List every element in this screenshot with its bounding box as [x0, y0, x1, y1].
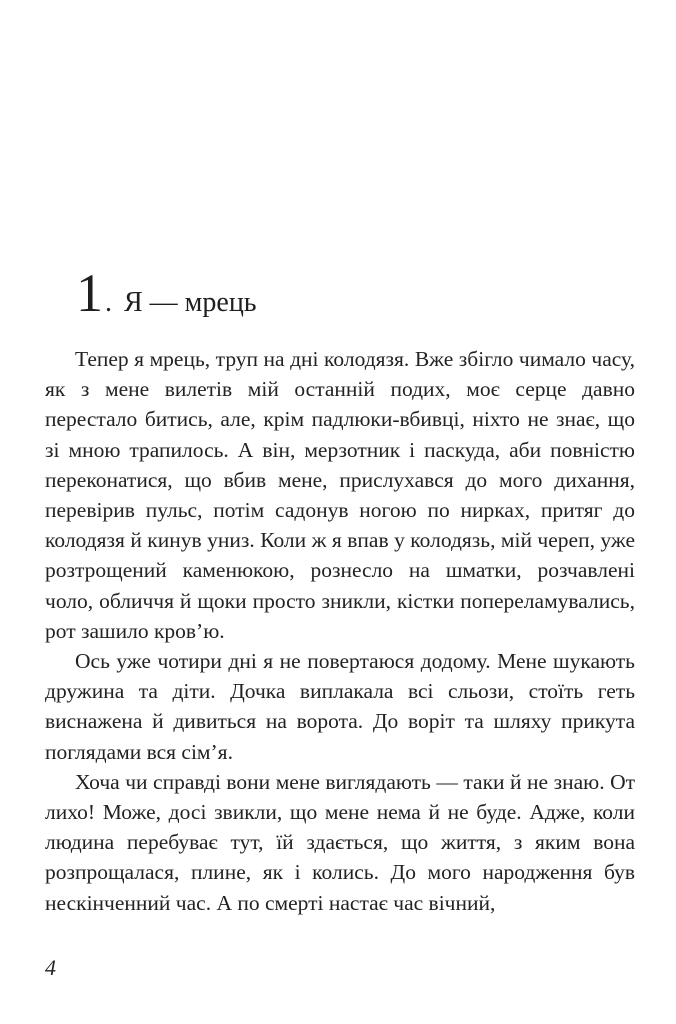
chapter-number: 1 [76, 263, 103, 323]
chapter-heading [76, 263, 257, 323]
paragraph-3: Хоча чи справді вони мене виглядають — таки й не знаю. От лихо! Може, досі звикли, що мене нема й не буде. Адже, коли людина перебуває тут, їй здається, що життя, з яким вона розпрощалася, плине, як і колись. До мого народження був нескінченний час. А по смерті настає час вічний, [45, 769, 635, 915]
chapter-body [45, 344, 635, 918]
paragraph-1: Тепер я мрець, труп на дні колодязя. Вже збігло чимало часу, як з мене вилетів мій останній подих, моє серце давно перестало битись, але, крім падлюки-вбивці, ніхто не знає, що зі мною трапилось. А він, мерзотник і паскуда, аби повністю переконатися, що вбив мене, прислухався до мого дихання, перевірив пульс, потім садонув ногою по нирках, притяг до колодязя й кинув униз. Коли ж я впав у колодязь, мій череп, уже розтрощений каменюкою, рознесло на шматки, розчавлені чоло, обличчя й щоки просто зникли, кістки попереламувались, рот зашило кров’ю. [45, 347, 635, 643]
page-number: 4 [45, 955, 56, 980]
chapter-number-dot: . [105, 287, 112, 318]
chapter-title: Я — мрець [124, 287, 257, 318]
paragraph-2: Ось уже чотири дні я не повертаюся додому. Мене шукають дружина та діти. Дочка виплакала всі сльози, стоїть геть виснажена й дивиться на ворота. До воріт та шляху прикута поглядами вся сім’я. [45, 649, 635, 764]
